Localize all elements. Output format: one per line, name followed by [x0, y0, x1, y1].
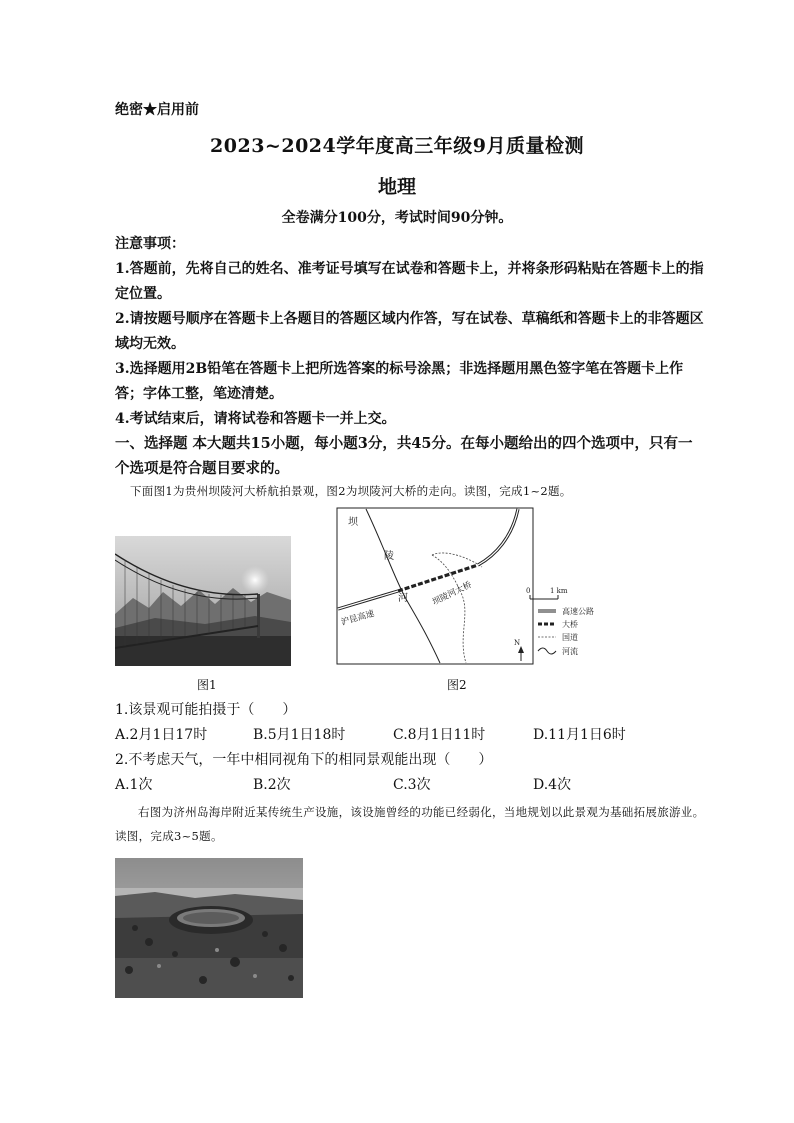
legend-highway-label: 高速公路	[562, 607, 594, 616]
option-c: C.3次	[393, 777, 431, 793]
question-stem: 2.不考虑天气，一年中相同视角下的相同景观能出现（ ）	[115, 752, 493, 768]
notes-block	[115, 232, 705, 432]
legend-bridge-label: 大桥	[562, 620, 578, 629]
scale-km: 1 km	[550, 587, 568, 595]
group1-intro: 下面图1为贵州坝陵河大桥航拍景观，图2为坝陵河大桥的走向。读图，完成1~2题。	[130, 484, 572, 498]
map-label-he: 河	[398, 593, 408, 604]
exam-subject: 地理	[377, 176, 416, 198]
notes-heading: 注意事项：	[115, 236, 185, 252]
option-d: D.4次	[533, 777, 572, 793]
fig2-caption: 图2	[447, 678, 467, 692]
legend-river-label: 河流	[562, 647, 578, 656]
north-label: N	[514, 639, 521, 647]
exam-title: 2023~2024学年度高三年级9月质量检测	[210, 135, 584, 157]
coastal-facility-photo	[115, 858, 303, 998]
note-item: 4.考试结束后，请将试卷和答题卡一并上交。	[115, 411, 396, 427]
note-item: 2.请按题号顺序在答题卡上各题目的答题区域内作答，写在试卷、草稿纸和答题卡上的非答题区域均无效。	[115, 311, 704, 352]
option-a: A.2月1日17时	[115, 727, 208, 743]
option-a: A.1次	[115, 777, 153, 793]
note-item: 1.答题前，先将自己的姓名、准考证号填写在试卷和答题卡上，并将条形码粘贴在答题卡上的指定位置。	[115, 261, 704, 302]
secret-mark: 绝密★启用前	[115, 102, 199, 118]
legend-road-label: 国道	[562, 633, 578, 642]
option-b: B.5月1日18时	[253, 727, 346, 743]
group2-intro: 右图为济州岛海岸附近某传统生产设施，该设施曾经的功能已经弱化，当地规划以此景观为基础拓展旅游业。读图，完成3~5题。	[115, 805, 705, 843]
question-stem: 1.该景观可能拍摄于（ ）	[115, 702, 297, 718]
note-item: 3.选择题用2B铅笔在答题卡上把所选答案的标号涂黑；非选择题用黑色签字笔在答题卡上作答；字体工整，笔迹清楚。	[115, 361, 684, 402]
map-frame	[337, 508, 533, 664]
bridge-photo	[115, 536, 291, 666]
map-label-ba: 坝	[348, 517, 358, 528]
map-label-highway: 沪昆高速	[340, 608, 376, 628]
section-heading: 一、选择题 本大题共15小题，每小题3分，共45分。在每小题给出的四个选项中，只有一个选项是符合题目要求的。	[115, 435, 693, 477]
fig1-caption: 图1	[197, 678, 217, 692]
scale-zero: 0	[526, 587, 531, 595]
bridge-route-map	[336, 507, 616, 665]
option-d: D.11月1日6时	[533, 727, 626, 743]
option-c: C.8月1日11时	[393, 727, 486, 743]
option-b: B.2次	[253, 777, 291, 793]
map-label-bridge: 坝陵河大桥	[430, 580, 474, 608]
score-info: 全卷满分100分，考试时间90分钟。	[281, 210, 513, 226]
legend-river-icon	[538, 648, 556, 654]
map-label-ling: 陵	[384, 551, 394, 562]
